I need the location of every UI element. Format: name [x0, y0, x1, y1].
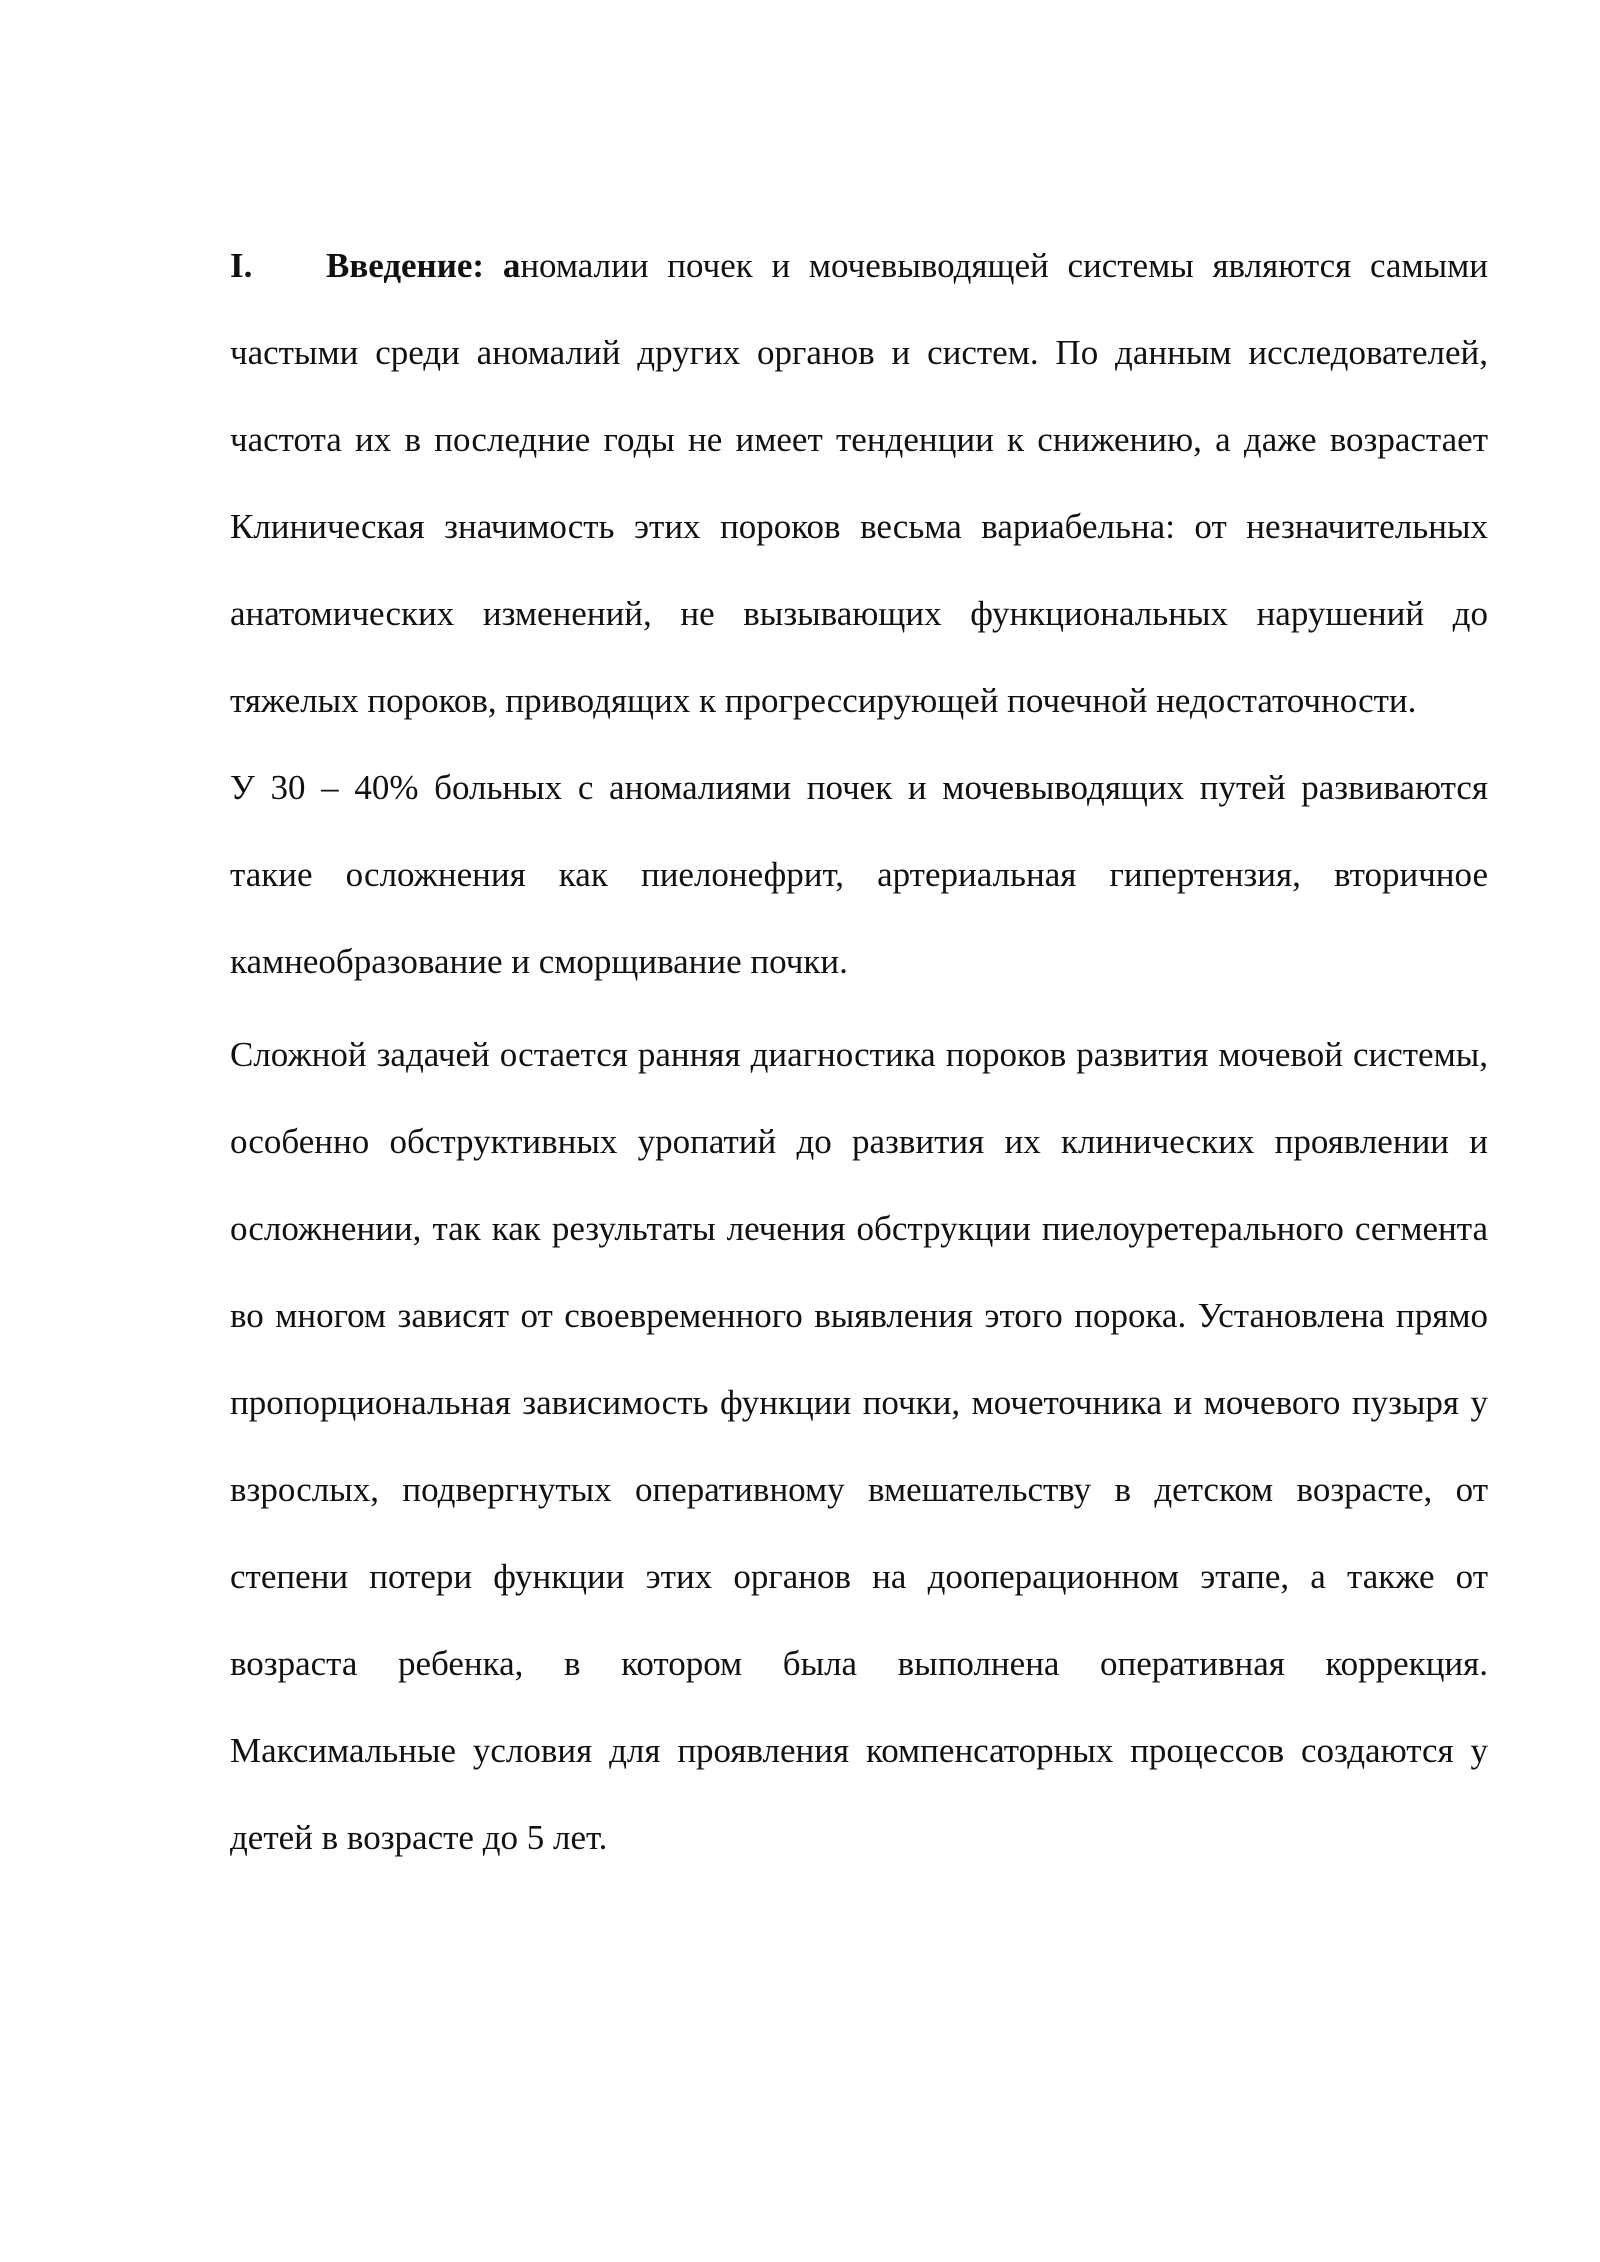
paragraph-complications: У 30 – 40% больных с аномалиями почек и мочевыводящих путей развиваются такие осложнения как пиелонефрит, артериальная гипертензия, вторичное камнеобразование и сморщивание почки.	[230, 768, 1488, 981]
section-number: I.	[230, 246, 253, 285]
section-heading: Введение:	[326, 246, 485, 285]
document-body	[230, 222, 1488, 1881]
intro-text: номалии почек и мочевыводящей системы являются самыми частыми среди аномалий других органов и систем. По данным исследователей, частота их в последние годы не имеет тенденции к снижению, а даже возрастает Клиническая значимость этих пороков весьма вариабельна: от незначительных анатомических изменений, не вызывающих функциональных нарушений до тяжелых пороков, приводящих к прогрессирующей почечной недостаточности.	[230, 246, 1488, 720]
lead-letter: а	[502, 246, 521, 285]
paragraph-diagnostics: Сложной задачей остается ранняя диагностика пороков развития мочевой системы, особенно обструктивных уропатий до развития их клинических проявлении и осложнении, так как результаты лечения обструкции пиелоуретерального сегмента во многом зависят от своевременного выявления этого порока. Установлена прямо пропорциональная зависимость функции почки, мочеточника и мочевого пузыря у взрослых, подвергнутых оперативному вмешательству в детском возрасте, от степени потери функции этих органов на дооперационном этапе, а также от возраста ребенка, в котором была выполнена оперативная коррекция. Максимальные условия для проявления компенсаторных процессов создаются у детей в возрасте до 5 лет.	[230, 1035, 1488, 1857]
intro-paragraph	[230, 222, 1488, 744]
